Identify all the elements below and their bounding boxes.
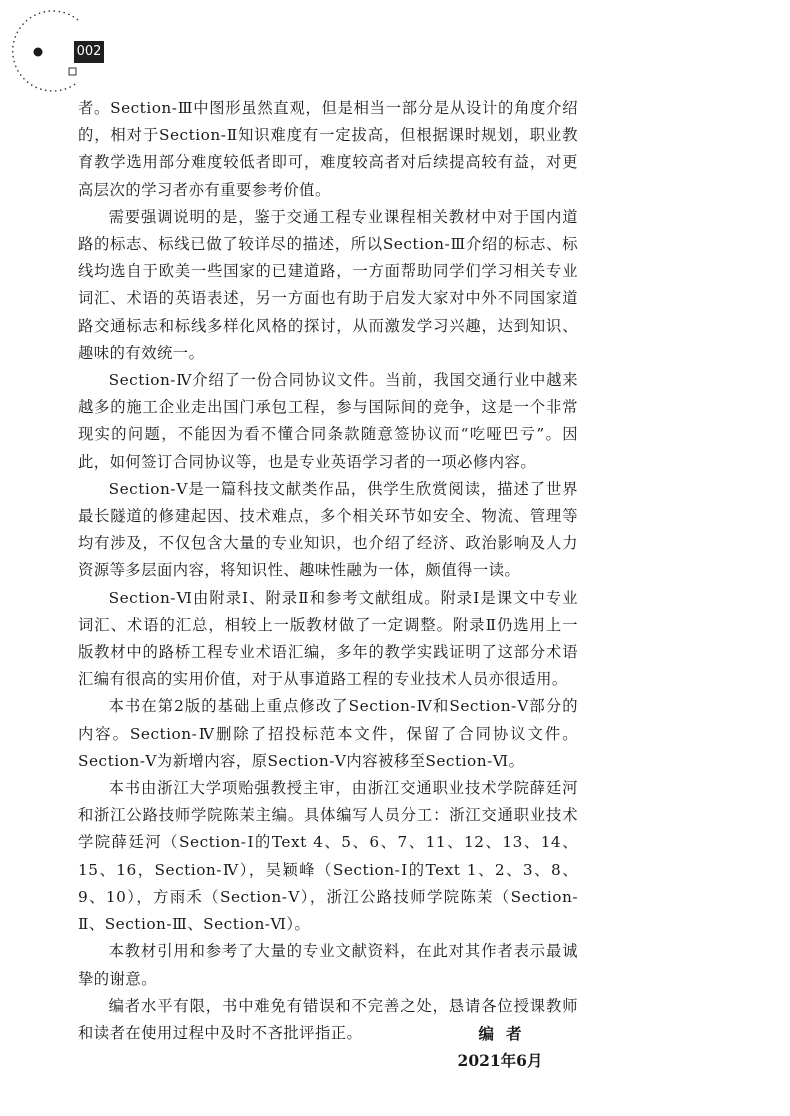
paragraph-3: Section-Ⅳ介绍了一份合同协议文件。当前，我国交通行业中越来越多的施工企业走出国门承包工程，参与国际间的竞争，这是一个非常现实的问题，不能因为看不懂合同条款随意签协议而“吃哑巴亏”。因此，如何签订合同协议等，也是专业英语学习者的一项必修内容。 [78, 371, 578, 471]
paragraph-9: 编者水平有限，书中难免有错误和不完善之处，恳请各位授课教师和读者在使用过程中及时不吝批评指正。 [78, 996, 578, 1042]
signature-block [420, 1020, 580, 1074]
preface-body [78, 95, 578, 1047]
page-number: 002 [74, 41, 104, 63]
paragraph-8: 本教材引用和参考了大量的专业文献资料，在此对其作者表示最诚挚的谢意。 [78, 942, 578, 988]
paragraph-6: 本书在第2版的基础上重点修改了Section-Ⅳ和Section-Ⅴ部分的内容。Section-Ⅳ删除了招投标范本文件，保留了合同协议文件。Section-Ⅴ为新增内容，原Section-Ⅴ内容被移至Section-Ⅵ。 [78, 697, 578, 770]
paragraph-7: 本书由浙江大学项贻强教授主审，由浙江交通职业技术学院薛廷河和浙江公路技师学院陈茉主编。具体编写人员分工：浙江交通职业技术学院薛廷河（Section-Ⅰ的Text 4、5、6、7、11、12、13、14、15、16，Section-Ⅳ），吴颖峰（Section-Ⅰ的Text 1、2、3、8、9、10），方雨禾（Section-Ⅴ），浙江公路技师学院陈茉（Section-Ⅱ、Section-Ⅲ、Section-Ⅵ）。 [78, 779, 578, 934]
paragraph-4: Section-Ⅴ是一篇科技文献类作品，供学生欣赏阅读，描述了世界最长隧道的修建起因、技术难点，多个相关环节如安全、物流、管理等均有涉及，不仅包含大量的专业知识，也介绍了经济、政治影响及人力资源等多层面内容，将知识性、趣味性融为一体，颇值得一读。 [78, 479, 578, 580]
paragraph-5: Section-Ⅵ由附录Ⅰ、附录Ⅱ和参考文献组成。附录Ⅰ是课文中专业词汇、术语的汇总，相较上一版教材做了一定调整。附录Ⅱ仍选用上一版教材中的路桥工程专业术语汇编，多年的教学实践证明了这部分术语汇编有很高的实用价值，对于从事道路工程的专业技术人员亦很适用。 [78, 588, 578, 689]
signature-author: 编者 [478, 1024, 534, 1043]
signature-date: 2021年6月 [457, 1051, 543, 1070]
paragraph-1: 者。Section-Ⅲ中图形虽然直观，但是相当一部分是从设计的角度介绍的，相对于Section-Ⅱ知识难度有一定拔高，但根据课时规划，职业教育教学选用部分难度较低者即可，难度较高者对后续提高较有益，对更高层次的学习者亦有重要参考价值。 [78, 99, 578, 199]
paragraph-2: 需要强调说明的是，鉴于交通工程专业课程相关教材中对于国内道路的标志、标线已做了较详尽的描述，所以Section-Ⅲ介绍的标志、标线均选自于欧美一些国家的已建道路，一方面帮助同学们学习相关专业词汇、术语的英语表述，另一方面也有助于启发大家对中外不同国家道路交通标志和标线多样化风格的探讨，从而激发学习兴趣，达到知识、趣味的有效统一。 [78, 207, 578, 362]
